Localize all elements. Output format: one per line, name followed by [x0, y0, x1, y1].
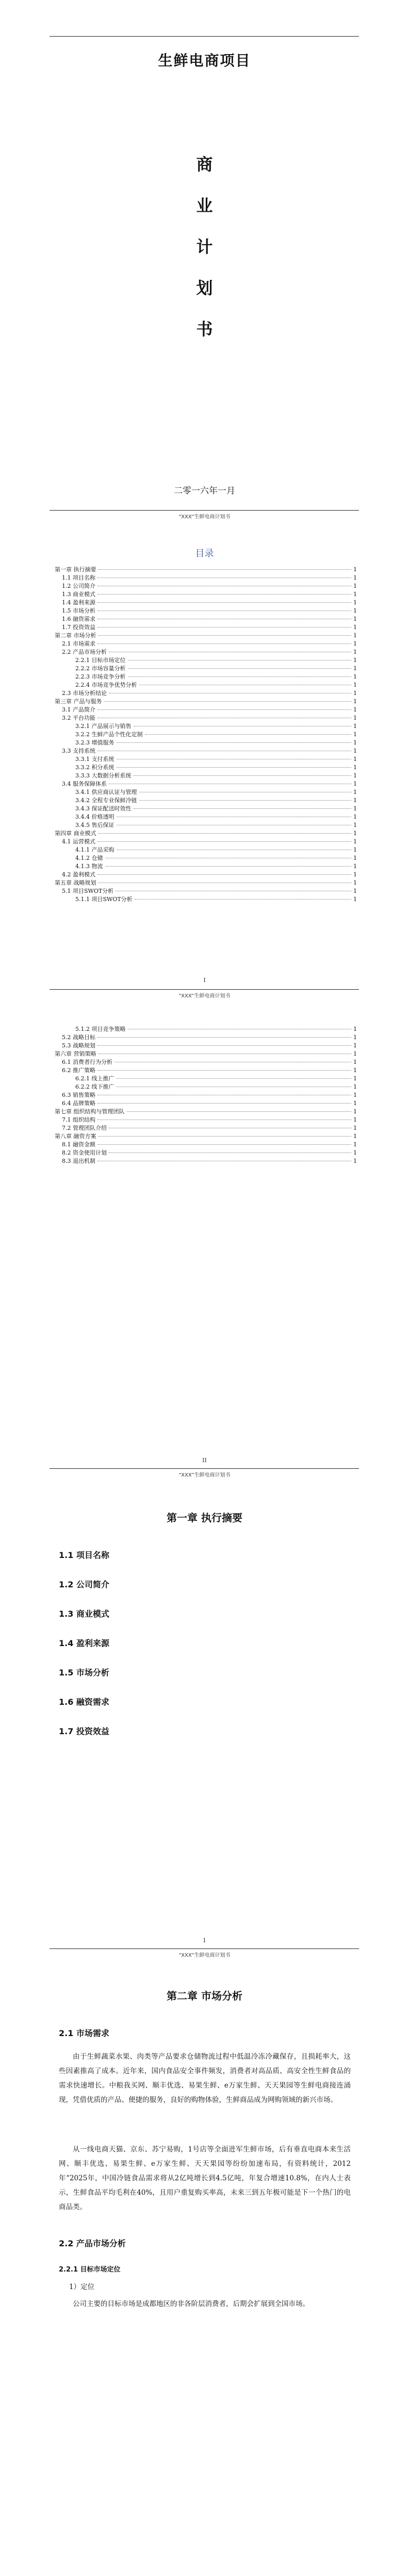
toc-entry-page: 1: [353, 739, 357, 746]
toc-entry-page: 1: [353, 772, 357, 779]
toc-entry-label: 4.1 运营模式: [62, 838, 95, 845]
toc-entry-page: 1: [353, 781, 357, 787]
toc-entry[interactable]: [55, 887, 357, 895]
toc-entry-page: 1: [353, 566, 357, 573]
toc-entry-page: 1: [353, 838, 357, 845]
toc-entry[interactable]: [55, 829, 357, 838]
toc-entry[interactable]: [55, 1066, 357, 1075]
toc-entry-page: 1: [353, 723, 357, 730]
toc-entry-page: 1: [353, 822, 357, 828]
toc-entry-page: 1: [353, 574, 357, 581]
toc-entry[interactable]: [55, 632, 357, 640]
toc-entry-page: 1: [353, 673, 357, 680]
toc-entry-label: 1.4 盈利来源: [62, 599, 95, 606]
toc-entry-label: 6.3 销售策略: [62, 1092, 95, 1098]
section-heading: 1.4 盈利来源: [59, 1638, 109, 1648]
toc-entry-label: 第一章 执行摘要: [55, 566, 96, 573]
section-heading: 1.3 商业模式: [59, 1609, 109, 1619]
toc-entry-page: 1: [353, 706, 357, 713]
toc-entry[interactable]: [55, 599, 357, 607]
toc-entry-label: 7.2 管理团队介绍: [62, 1125, 107, 1131]
toc-entry[interactable]: [55, 665, 357, 673]
toc-dot-leader: [135, 899, 351, 900]
toc-entry[interactable]: [55, 772, 357, 780]
toc-entry-page: 1: [353, 1067, 357, 1074]
toc-entry[interactable]: [55, 1050, 357, 1058]
toc-dot-leader: [97, 602, 351, 603]
cover-date: 二零一六年一月: [174, 486, 235, 496]
toc-entry-page: 1: [353, 649, 357, 655]
toc-entry[interactable]: [55, 1157, 357, 1165]
page-number: I: [203, 977, 206, 984]
toc-entry[interactable]: [55, 1149, 357, 1157]
section-heading: 1.6 融资需求: [59, 1697, 109, 1707]
toc-entry-page: 1: [353, 1108, 357, 1115]
page-footer: “XXX”生鲜电商计划书: [178, 1953, 231, 1958]
cover-vertical-char-5: 书: [196, 319, 213, 339]
toc-entry-page: 1: [353, 665, 357, 672]
cover-title: 生鲜电商项目: [158, 52, 251, 69]
toc-entry-page: 1: [353, 616, 357, 622]
cover-vertical-char-3: 计: [196, 237, 213, 257]
toc-list-continued: [55, 1025, 357, 1165]
toc-entry-page: 1: [353, 1059, 357, 1065]
toc-entry-label: 第六章 营销策略: [55, 1050, 96, 1057]
toc-dot-leader: [139, 800, 352, 801]
body-paragraph: 从一线电商天猫、京东、苏宁易购，1号店等全面进军生鲜市场，后有垂直电商本来生活网、顺丰优选、易果生鲜、e万家生鲜、天天果园等纷纷加速布局，有资料统计，2012年“2025年，中国冷链食品需求将从2亿吨增长到4.5亿吨，年复合增速10.8%，在内人士表示，生鲜食品平均毛利在40%，且用户重复购买率高，未来三到五年极可能是下一个热门的电商品类。: [59, 2145, 351, 2211]
toc-entry-label: 3.4.3 保证配送时效性: [75, 805, 132, 812]
toc-entry-label: 3.4.1 供应商认证与管理: [75, 789, 137, 795]
toc-dot-leader: [97, 874, 351, 875]
toc-entry[interactable]: [55, 846, 357, 854]
toc-entry-page: 1: [353, 1125, 357, 1131]
toc-entry-label: 2.2 产品市场分析: [62, 649, 107, 655]
toc-entry-page: 1: [353, 657, 357, 664]
section-heading: 2.1 市场需求: [59, 2028, 109, 2038]
toc-dot-leader: [134, 808, 352, 809]
toc-entry[interactable]: [55, 895, 357, 904]
toc-entry-page: 1: [353, 1158, 357, 1164]
toc-entry-label: 5.1 项目SWOT分析: [62, 888, 114, 894]
toc-dot-leader: [97, 709, 351, 710]
toc-entry[interactable]: [55, 871, 357, 879]
chapter-title: 第二章 市场分析: [167, 1990, 242, 2002]
page-number: II: [202, 1457, 207, 1464]
toc-entry-label: 5.3 战略规划: [62, 1042, 95, 1049]
toc-entry-label: 第七章 组织结构与管理团队: [55, 1108, 125, 1115]
toc-entry-label: 6.2 推广策略: [62, 1067, 95, 1074]
toc-entry[interactable]: [55, 788, 357, 796]
toc-entry-label: 3.2 平台功能: [62, 715, 95, 721]
toc-entry[interactable]: [55, 1058, 357, 1066]
toc-entry-page: 1: [353, 1141, 357, 1148]
toc-entry-page: 1: [353, 748, 357, 754]
toc-entry[interactable]: [55, 681, 357, 689]
toc-entry-label: 1.5 市场分析: [62, 607, 95, 614]
toc-entry-page: 1: [353, 591, 357, 598]
toc-entry-page: 1: [353, 1075, 357, 1082]
toc-entry-page: 1: [353, 632, 357, 639]
toc-entry[interactable]: [55, 1124, 357, 1132]
toc-dot-leader: [99, 569, 352, 570]
toc-entry-label: 8.2 资金使用计划: [62, 1149, 107, 1156]
toc-entry-page: 1: [353, 863, 357, 870]
toc-entry-page: 1: [353, 682, 357, 688]
toc-entry-label: 2.2.1 目标市场定位: [75, 657, 126, 664]
toc-entry-label: 3.2.3 增值服务: [75, 739, 114, 746]
toc-entry-label: 5.1.1 项目SWOT分析: [75, 896, 133, 903]
toc-dot-leader: [97, 594, 351, 595]
toc-entry-label: 5.2 战略目标: [62, 1034, 95, 1041]
toc-entry-page: 1: [353, 583, 357, 589]
toc-dot-leader: [97, 1045, 351, 1046]
chapter-title: 第一章 执行摘要: [167, 1512, 242, 1524]
toc-entry-label: 6.2.2 线下推广: [75, 1083, 114, 1090]
toc-entry[interactable]: [55, 1116, 357, 1124]
toc-entry-label: 4.2 盈利模式: [62, 871, 95, 878]
toc-entry[interactable]: [55, 838, 357, 846]
toc-entry[interactable]: [55, 813, 357, 821]
toc-entry-label: 1.7 投资效益: [62, 624, 95, 631]
toc-entry-page: 1: [353, 896, 357, 903]
toc-entry-page: 1: [353, 1149, 357, 1156]
toc-entry[interactable]: [55, 574, 357, 582]
toc-entry-label: 3.1 产品简介: [62, 706, 95, 713]
toc-entry[interactable]: [55, 739, 357, 747]
toc-entry[interactable]: [55, 673, 357, 681]
toc-entry[interactable]: [55, 714, 357, 722]
toc-entry-page: 1: [353, 814, 357, 820]
toc-entry[interactable]: [55, 640, 357, 648]
page-rule: [50, 1948, 359, 1949]
toc-entry-page: 1: [353, 1026, 357, 1032]
toc-entry[interactable]: [55, 879, 357, 887]
toc-entry-page: 1: [353, 855, 357, 861]
toc-dot-leader: [99, 833, 352, 834]
toc-entry-label: 2.3 市场分析结论: [62, 690, 107, 697]
toc-entry[interactable]: [55, 805, 357, 813]
toc-entry-label: 第五章 战略规划: [55, 879, 96, 886]
toc-list: [55, 566, 357, 904]
toc-entry-label: 2.2.2 市场容量分析: [75, 665, 126, 672]
toc-entry[interactable]: [55, 780, 357, 788]
toc-dot-leader: [97, 841, 351, 842]
toc-entry-label: 3.3 支持系统: [62, 748, 95, 754]
toc-entry-label: 第八章 融资方案: [55, 1133, 96, 1140]
toc-entry-page: 1: [353, 690, 357, 697]
toc-entry-page: 1: [353, 879, 357, 886]
page-footer: “XXX”生鲜电商计划书: [178, 1472, 231, 1478]
toc-entry[interactable]: [55, 648, 357, 656]
toc-dot-leader: [117, 742, 352, 743]
toc-dot-leader: [128, 676, 352, 677]
toc-entry-page: 1: [353, 846, 357, 853]
toc-entry[interactable]: [55, 764, 357, 772]
toc-entry[interactable]: [55, 582, 357, 590]
page-rule: [50, 1468, 359, 1469]
toc-entry-page: 1: [353, 1034, 357, 1041]
toc-entry-label: 第二章 市场分析: [55, 632, 96, 639]
toc-entry[interactable]: [55, 1083, 357, 1091]
toc-entry-label: 8.3 退出机制: [62, 1158, 95, 1164]
list-item: 1）定位: [69, 2283, 95, 2291]
toc-entry-page: 1: [353, 599, 357, 606]
toc-entry[interactable]: [55, 731, 357, 739]
toc-entry-label: 6.1 消费者行为分析: [62, 1059, 112, 1065]
toc-entry[interactable]: [55, 1099, 357, 1108]
toc-entry[interactable]: [55, 1075, 357, 1083]
toc-entry-label: 3.4.5 售后保证: [75, 822, 114, 828]
toc-entry-label: 3.4 服务保障体系: [62, 781, 107, 787]
section-heading: 1.2 公司简介: [59, 1580, 109, 1589]
body-paragraph: 由于生鲜蔬菜水果、肉类等产品要求仓储物流过程中低温冷冻冷藏保存，且损耗率大，这些因素推高了成本。近年来，国内食品安全事件频发，消费者对高品质、高安全性生鲜食品的需求快速增长。中粮我买网、顺丰优选、易果生鲜、e万家生鲜、天天果园等生鲜电商接连涌现，凭借优质的产品、便捷的服务，良好的购物体验，生鲜商品成为网购领域的新兴市场。: [59, 2053, 351, 2104]
toc-entry-page: 1: [353, 607, 357, 614]
toc-dot-leader: [99, 1136, 352, 1137]
toc-entry[interactable]: [55, 821, 357, 829]
toc-entry-page: 1: [353, 888, 357, 894]
toc-entry[interactable]: [55, 796, 357, 805]
toc-entry[interactable]: [55, 747, 357, 755]
toc-entry-page: 1: [353, 1092, 357, 1098]
toc-entry-label: 8.1 融资金额: [62, 1141, 95, 1148]
toc-entry[interactable]: [55, 1108, 357, 1116]
toc-entry-label: 3.2.2 生鲜产品个性化定制: [75, 731, 143, 738]
toc-dot-leader: [104, 701, 352, 702]
toc-entry-label: 3.3.3 大数据分析系统: [75, 772, 132, 779]
toc-entry-label: 1.3 商业模式: [62, 591, 95, 598]
toc-dot-leader: [127, 1111, 352, 1112]
toc-entry[interactable]: [55, 854, 357, 862]
toc-title: 目录: [195, 548, 214, 559]
cover-vertical-char-4: 划: [196, 278, 213, 298]
toc-entry-label: 1.2 公司简介: [62, 583, 95, 589]
toc-entry-page: 1: [353, 797, 357, 804]
page-rule: [50, 989, 359, 990]
toc-entry-label: 6.4 品牌策略: [62, 1100, 95, 1107]
toc-entry[interactable]: [55, 1025, 357, 1033]
toc-entry-label: 3.4.4 价格透明: [75, 814, 114, 820]
page-footer: “XXX”生鲜电商计划书: [178, 993, 231, 999]
toc-entry-label: 2.2.4 市场竞争优势分析: [75, 682, 137, 688]
page-footer: “XXX”生鲜电商计划书: [178, 514, 231, 520]
toc-dot-leader: [117, 1078, 352, 1079]
toc-entry[interactable]: [55, 590, 357, 599]
toc-entry-page: 1: [353, 805, 357, 812]
toc-entry-page: 1: [353, 1083, 357, 1090]
toc-entry-label: 4.1.1 产品采购: [75, 846, 114, 853]
toc-entry-label: 4.1.2 仓储: [75, 855, 103, 861]
section-heading: 1.5 市场分析: [59, 1668, 109, 1677]
page-rule: [50, 510, 359, 511]
toc-entry[interactable]: [55, 566, 357, 574]
toc-entry[interactable]: [55, 706, 357, 714]
toc-entry-label: 7.1 组织结构: [62, 1116, 95, 1123]
toc-entry-page: 1: [353, 756, 357, 762]
toc-entry-page: 1: [353, 1100, 357, 1107]
toc-entry[interactable]: [55, 623, 357, 632]
section-heading: 2.2 产品市场分析: [59, 2239, 126, 2248]
toc-entry-page: 1: [353, 789, 357, 795]
toc-entry-label: 3.3.2 积分系统: [75, 764, 114, 771]
toc-entry-label: 3.4.2 全程专业保鲜冷链: [75, 797, 137, 804]
toc-entry-label: 第三章 产品与服务: [55, 698, 102, 705]
toc-dot-leader: [97, 643, 351, 644]
toc-entry[interactable]: [55, 1132, 357, 1141]
toc-entry[interactable]: [55, 698, 357, 706]
toc-entry-label: 1.6 融资需求: [62, 616, 95, 622]
toc-entry-page: 1: [353, 698, 357, 705]
toc-dot-leader: [97, 1070, 351, 1071]
toc-entry-label: 4.1.3 物流: [75, 863, 103, 870]
toc-dot-leader: [134, 775, 352, 776]
page-number: 1: [203, 1937, 206, 1944]
toc-dot-leader: [105, 866, 352, 867]
toc-entry[interactable]: [55, 656, 357, 665]
toc-entry-label: 1.1 项目名称: [62, 574, 95, 581]
toc-entry-page: 1: [353, 624, 357, 631]
toc-entry[interactable]: [55, 1033, 357, 1042]
toc-entry[interactable]: [55, 1091, 357, 1099]
toc-entry[interactable]: [55, 862, 357, 871]
toc-entry-page: 1: [353, 1042, 357, 1049]
toc-entry-page: 1: [353, 640, 357, 647]
toc-dot-leader: [145, 734, 352, 735]
top-rule: [50, 36, 359, 37]
toc-entry[interactable]: [55, 755, 357, 764]
toc-entry-label: 5.1.2 项目竞争策略: [75, 1026, 126, 1032]
section-heading: 1.1 项目名称: [59, 1550, 109, 1560]
toc-entry-page: 1: [353, 830, 357, 837]
toc-entry-label: 2.2.3 市场竞争分析: [75, 673, 126, 680]
cover-vertical-char-2: 业: [196, 196, 213, 215]
toc-entry-page: 1: [353, 871, 357, 878]
toc-entry[interactable]: [55, 689, 357, 698]
toc-entry-label: 第四章 商业模式: [55, 830, 96, 837]
toc-dot-leader: [97, 627, 351, 628]
toc-dot-leader: [99, 635, 352, 636]
section-heading: 1.7 投资效益: [59, 1726, 109, 1736]
toc-entry[interactable]: [55, 1141, 357, 1149]
toc-entry-label: 3.3.1 支付系统: [75, 756, 114, 762]
toc-entry-label: 3.2.1 产品展示与销售: [75, 723, 132, 730]
toc-entry-page: 1: [353, 1133, 357, 1140]
toc-dot-leader: [128, 668, 352, 669]
body-paragraph: 公司主要的目标市场是成都地区的非各阶层消费者，后期会扩展到全国市场。: [73, 2300, 309, 2308]
toc-entry[interactable]: [55, 1042, 357, 1050]
toc-entry-page: 1: [353, 715, 357, 721]
toc-entry[interactable]: [55, 722, 357, 731]
toc-dot-leader: [117, 767, 352, 768]
toc-entry[interactable]: [55, 615, 357, 623]
toc-entry[interactable]: [55, 607, 357, 615]
toc-dot-leader: [97, 1144, 351, 1145]
toc-entry-label: 6.2.1 线上推广: [75, 1075, 114, 1082]
cover-vertical-char-1: 商: [196, 155, 213, 174]
toc-entry-page: 1: [353, 1050, 357, 1057]
toc-entry-page: 1: [353, 731, 357, 738]
toc-dot-leader: [97, 1037, 351, 1038]
toc-entry-page: 1: [353, 764, 357, 771]
toc-dot-leader: [97, 1103, 351, 1104]
toc-entry-label: 2.1 市场需求: [62, 640, 95, 647]
subsection-heading: 2.2.1 目标市场定位: [59, 2266, 121, 2274]
toc-entry-page: 1: [353, 1116, 357, 1123]
